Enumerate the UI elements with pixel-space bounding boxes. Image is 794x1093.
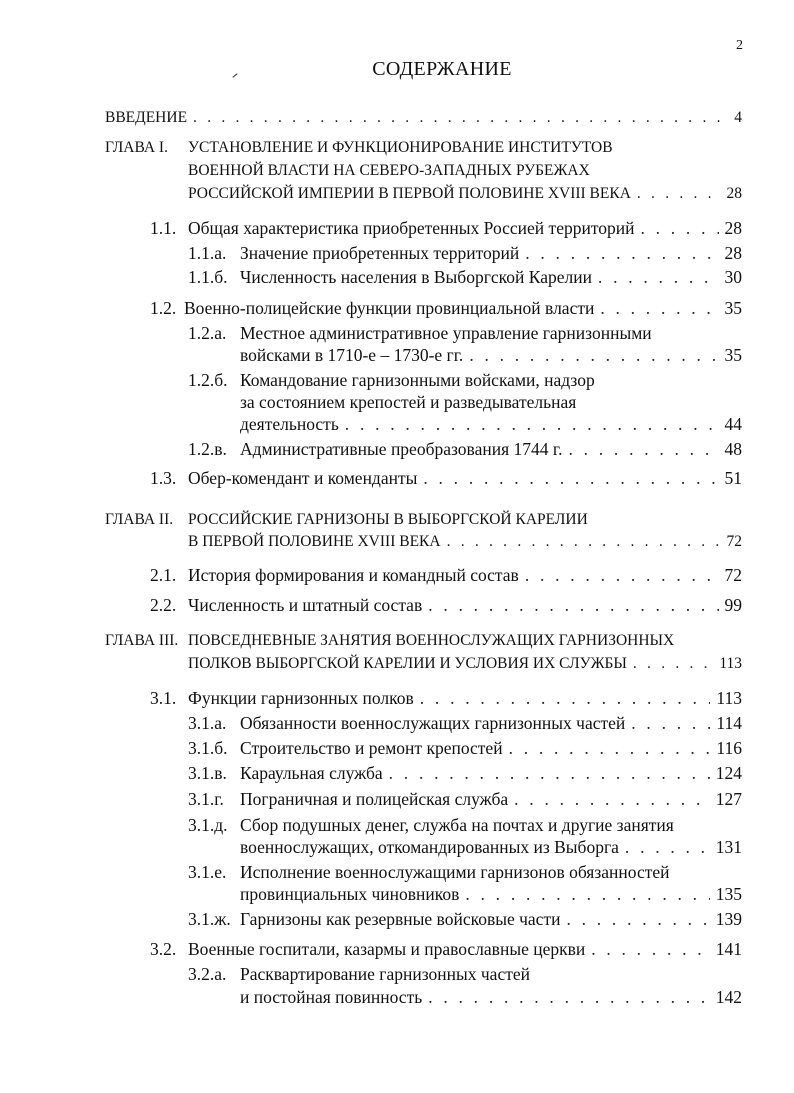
toc-entry-1-2-v[interactable]: 1.2.в. Административные преобразования 1744 г. . . . 48 (188, 438, 742, 460)
toc-entry-1-2-a[interactable]: 1.2.а. Местное административное управление гарнизонными (188, 323, 652, 343)
dot-leader (514, 788, 710, 810)
dot-leader (633, 653, 713, 675)
toc-entry-3-1-e[interactable]: 3.1.е. Исполнение военнослужащими гарнизонов обязанностей (188, 862, 670, 882)
dot-leader (428, 986, 710, 1008)
toc-entry-1-2-b[interactable]: 1.2.б. Командование гарнизонными войсками, надзор (188, 370, 595, 390)
toc-entry-chapter-1[interactable]: РОССИЙСКОЙ ИМПЕРИИ В ПЕРВОЙ ПОЛОВИНЕ XVIII ВЕКА . . . 28 (188, 183, 742, 205)
toc-entry-3-2-a-cont[interactable]: и постойная повинность . . . 142 (240, 986, 742, 1008)
toc-entry-page: 4 (734, 109, 742, 126)
toc-entry-1-2-b-cont[interactable]: за состоянием крепостей и разведывательная (240, 392, 577, 412)
dot-leader (640, 217, 718, 239)
dot-leader (469, 344, 718, 366)
dot-leader (423, 467, 718, 489)
toc-entry-3-2[interactable]: 3.2. Военные госпитали, казармы и православные церкви . . . 141 (150, 938, 742, 960)
toc-entry-3-1[interactable]: 3.1. Функции гарнизонных полков . . . 113 (150, 687, 742, 709)
toc-entry-3-1-v[interactable]: 3.1.в. Караульная служба . . . 124 (188, 762, 742, 784)
dot-leader (598, 266, 719, 288)
dot-leader (509, 737, 711, 759)
dot-leader (428, 594, 718, 616)
dot-leader (591, 938, 710, 960)
toc-entry-3-1-b[interactable]: 3.1.б. Строительство и ремонт крепостей . . . 116 (188, 737, 742, 759)
toc-chapter-title-line[interactable]: ПОВСЕДНЕВНЫЕ ЗАНЯТИЯ ВОЕННОСЛУЖАЩИХ ГАРНИЗОННЫХ (188, 632, 675, 649)
toc-entry-2-1[interactable]: 2.1. История формирования и командный состав . . . 72 (150, 564, 742, 586)
page-title: СОДЕРЖАНИЕ (372, 58, 512, 80)
dot-leader (568, 438, 718, 460)
page-number: 2 (736, 38, 743, 53)
toc-entry-1-2-a-cont[interactable]: войсками в 1710-е – 1730-е гг. . . . 35 (240, 344, 742, 366)
toc-chapter-number: ГЛАВА III. (105, 632, 179, 649)
dot-leader (345, 413, 719, 435)
toc-entry-chapter-2[interactable]: В ПЕРВОЙ ПОЛОВИНЕ XVIII ВЕКА . . . 72 (188, 531, 742, 553)
dot-leader (631, 712, 710, 734)
toc-entry-1-2[interactable]: 1.2. Военно-полицейские функции провинциальной власти . . . 35 (150, 297, 742, 319)
dot-leader (465, 883, 709, 905)
toc-chapter-title-line[interactable]: УСТАНОВЛЕНИЕ И ФУНКЦИОНИРОВАНИЕ ИНСТИТУТОВ (188, 139, 613, 156)
dot-leader (525, 564, 719, 586)
toc-entry-2-2[interactable]: 2.2. Численность и штатный состав . . . 99 (150, 594, 742, 616)
toc-entry-3-1-d-cont[interactable]: военнослужащих, откомандированных из Выборга . . . 131 (240, 836, 742, 858)
toc-entry-3-2-a[interactable]: 3.2.а. Расквартирование гарнизонных частей (188, 964, 530, 984)
toc-entry-1-2-b-cont[interactable]: деятельность . . . 44 (240, 413, 742, 435)
toc-chapter-number: ГЛАВА I. (105, 139, 168, 156)
dot-leader (525, 242, 718, 264)
toc-entry-introduction[interactable] (105, 107, 742, 129)
dot-leader (600, 297, 718, 319)
toc-chapter-title-line[interactable]: РОССИЙСКИЕ ГАРНИЗОНЫ В ВЫБОРГСКОЙ КАРЕЛИИ (188, 511, 588, 528)
dot-leader (625, 836, 710, 858)
toc-entry-title: ВВЕДЕНИЕ (105, 109, 188, 126)
dot-leader (447, 531, 721, 553)
toc-entry-1-1-b[interactable]: 1.1.б. Численность населения в Выборгской Карелии . . . 30 (188, 266, 742, 288)
dot-leader (193, 107, 728, 129)
toc-entry-1-1-a[interactable]: 1.1.а. Значение приобретенных территорий . . . 28 (188, 242, 742, 264)
dot-leader (566, 908, 709, 930)
toc-entry-1-1[interactable]: 1.1. Общая характеристика приобретенных Россией территорий . . . 28 (150, 217, 742, 239)
dot-leader (637, 183, 721, 205)
toc-entry-3-1-e-cont[interactable]: провинциальных чиновников . . . 135 (240, 883, 742, 905)
toc-entry-1-3[interactable]: 1.3. Обер-комендант и коменданты . . . 51 (150, 467, 742, 489)
toc-chapter-title-line[interactable]: ВОЕННОЙ ВЛАСТИ НА СЕВЕРО-ЗАПАДНЫХ РУБЕЖАХ (188, 162, 590, 179)
toc-entry-3-1-d[interactable]: 3.1.д. Сбор подушных денег, служба на почтах и другие занятия (188, 815, 674, 835)
dot-leader (389, 762, 710, 784)
toc-entry-3-1-g[interactable]: 3.1.г. Пограничная и полицейская служба . . . 127 (188, 788, 742, 810)
dot-leader (420, 687, 711, 709)
toc-entry-3-1-a[interactable]: 3.1.а. Обязанности военнослужащих гарнизонных частей . . . 114 (188, 712, 742, 734)
toc-entry-page: 28 (726, 185, 742, 202)
toc-entry-3-1-zh[interactable]: 3.1.ж. Гарнизоны как резервные войсковые части . . . 139 (188, 908, 742, 930)
toc-entry-chapter-3[interactable]: ПОЛКОВ ВЫБОРГСКОЙ КАРЕЛИИ И УСЛОВИЯ ИХ СЛУЖБЫ . . . 113 (188, 653, 742, 675)
toc-chapter-number: ГЛАВА II. (105, 511, 174, 528)
